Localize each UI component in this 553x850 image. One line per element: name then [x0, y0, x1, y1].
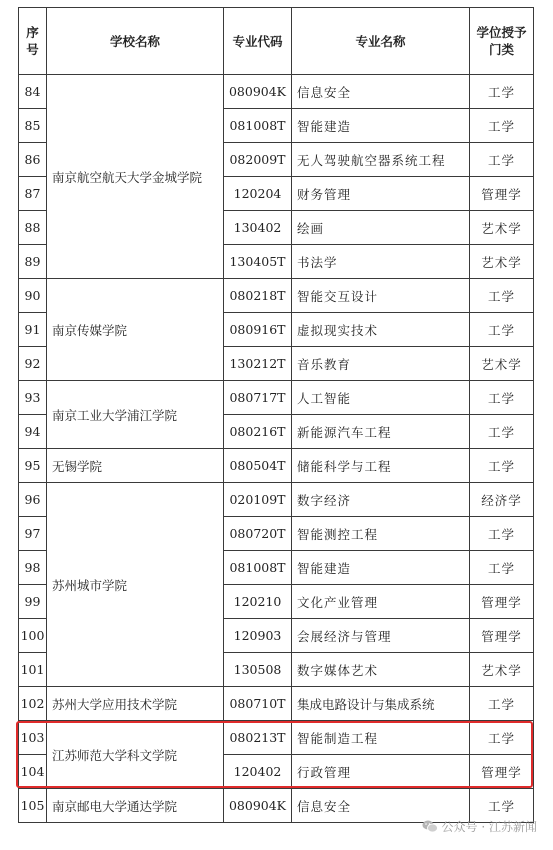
- major-cell: 智能建造: [292, 109, 470, 143]
- code-cell: 080717T: [224, 381, 292, 415]
- majors-table-container: [18, 7, 534, 823]
- majors-table: [18, 7, 534, 823]
- seq-cell: 105: [19, 789, 47, 823]
- seq-cell: 102: [19, 687, 47, 721]
- school-cell: 南京传媒学院: [47, 279, 224, 381]
- code-cell: 080904K: [224, 75, 292, 109]
- seq-cell: 96: [19, 483, 47, 517]
- degree-cell: 工学: [470, 143, 534, 177]
- major-cell: 智能制造工程: [292, 721, 470, 755]
- code-cell: 082009T: [224, 143, 292, 177]
- seq-cell: 98: [19, 551, 47, 585]
- major-cell: 信息安全: [292, 789, 470, 823]
- major-cell: 数字媒体艺术: [292, 653, 470, 687]
- degree-cell: 工学: [470, 75, 534, 109]
- seq-cell: 103: [19, 721, 47, 755]
- header-major: 专业名称: [292, 8, 470, 75]
- major-cell: 财务管理: [292, 177, 470, 211]
- code-cell: 130212T: [224, 347, 292, 381]
- wechat-icon: [422, 820, 438, 833]
- seq-cell: 94: [19, 415, 47, 449]
- code-cell: 130402: [224, 211, 292, 245]
- degree-cell: 管理学: [470, 177, 534, 211]
- degree-cell: 工学: [470, 551, 534, 585]
- header-degree: 学位授予门类: [470, 8, 534, 75]
- table-row: [19, 449, 534, 483]
- table-row: [19, 75, 534, 109]
- degree-cell: 管理学: [470, 755, 534, 789]
- major-cell: 集成电路设计与集成系统: [292, 687, 470, 721]
- table-row: [19, 381, 534, 415]
- school-cell: 江苏师范大学科文学院: [47, 721, 224, 789]
- seq-cell: 97: [19, 517, 47, 551]
- degree-cell: 经济学: [470, 483, 534, 517]
- table-row: [19, 279, 534, 313]
- degree-cell: 工学: [470, 687, 534, 721]
- code-cell: 081008T: [224, 109, 292, 143]
- degree-cell: 工学: [470, 109, 534, 143]
- degree-cell: 艺术学: [470, 245, 534, 279]
- code-cell: 120903: [224, 619, 292, 653]
- code-cell: 120204: [224, 177, 292, 211]
- degree-cell: 工学: [470, 449, 534, 483]
- degree-cell: 管理学: [470, 585, 534, 619]
- major-cell: 行政管理: [292, 755, 470, 789]
- seq-cell: 93: [19, 381, 47, 415]
- major-cell: 数字经济: [292, 483, 470, 517]
- major-cell: 无人驾驶航空器系统工程: [292, 143, 470, 177]
- degree-cell: 工学: [470, 313, 534, 347]
- seq-cell: 104: [19, 755, 47, 789]
- major-cell: 智能交互设计: [292, 279, 470, 313]
- degree-cell: 艺术学: [470, 347, 534, 381]
- degree-cell: 艺术学: [470, 653, 534, 687]
- degree-cell: 管理学: [470, 619, 534, 653]
- code-cell: 020109T: [224, 483, 292, 517]
- degree-cell: 工学: [470, 721, 534, 755]
- degree-cell: 工学: [470, 279, 534, 313]
- table-header-row: [19, 8, 534, 75]
- code-cell: 080218T: [224, 279, 292, 313]
- watermark-text: 公众号 · 江苏新闻: [441, 820, 537, 834]
- table-row: [19, 483, 534, 517]
- major-cell: 智能测控工程: [292, 517, 470, 551]
- major-cell: 文化产业管理: [292, 585, 470, 619]
- school-cell: 南京航空航天大学金城学院: [47, 75, 224, 279]
- seq-cell: 100: [19, 619, 47, 653]
- major-cell: 人工智能: [292, 381, 470, 415]
- degree-cell: 工学: [470, 415, 534, 449]
- table-row: [19, 721, 534, 755]
- major-cell: 绘画: [292, 211, 470, 245]
- code-cell: 130508: [224, 653, 292, 687]
- header-school: 学校名称: [47, 8, 224, 75]
- seq-cell: 89: [19, 245, 47, 279]
- seq-cell: 85: [19, 109, 47, 143]
- header-seq: 序号: [19, 8, 47, 75]
- code-cell: 120210: [224, 585, 292, 619]
- code-cell: 080710T: [224, 687, 292, 721]
- school-cell: 无锡学院: [47, 449, 224, 483]
- major-cell: 虚拟现实技术: [292, 313, 470, 347]
- table-row: [19, 687, 534, 721]
- degree-cell: 工学: [470, 381, 534, 415]
- seq-cell: 90: [19, 279, 47, 313]
- code-cell: 130405T: [224, 245, 292, 279]
- seq-cell: 87: [19, 177, 47, 211]
- seq-cell: 84: [19, 75, 47, 109]
- seq-cell: 101: [19, 653, 47, 687]
- code-cell: 080720T: [224, 517, 292, 551]
- school-cell: 南京邮电大学通达学院: [47, 789, 224, 823]
- seq-cell: 88: [19, 211, 47, 245]
- code-cell: 080916T: [224, 313, 292, 347]
- watermark: [422, 818, 537, 835]
- major-cell: 信息安全: [292, 75, 470, 109]
- seq-cell: 95: [19, 449, 47, 483]
- code-cell: 080904K: [224, 789, 292, 823]
- degree-cell: 工学: [470, 517, 534, 551]
- code-cell: 081008T: [224, 551, 292, 585]
- degree-cell: 艺术学: [470, 211, 534, 245]
- major-cell: 智能建造: [292, 551, 470, 585]
- degree-cell: 工学: [470, 789, 534, 823]
- seq-cell: 86: [19, 143, 47, 177]
- seq-cell: 92: [19, 347, 47, 381]
- school-cell: 南京工业大学浦江学院: [47, 381, 224, 449]
- major-cell: 会展经济与管理: [292, 619, 470, 653]
- school-cell: 苏州城市学院: [47, 483, 224, 687]
- school-cell: 苏州大学应用技术学院: [47, 687, 224, 721]
- seq-cell: 99: [19, 585, 47, 619]
- major-cell: 音乐教育: [292, 347, 470, 381]
- major-cell: 新能源汽车工程: [292, 415, 470, 449]
- code-cell: 080504T: [224, 449, 292, 483]
- header-code: 专业代码: [224, 8, 292, 75]
- major-cell: 书法学: [292, 245, 470, 279]
- code-cell: 120402: [224, 755, 292, 789]
- code-cell: 080216T: [224, 415, 292, 449]
- major-cell: 储能科学与工程: [292, 449, 470, 483]
- code-cell: 080213T: [224, 721, 292, 755]
- seq-cell: 91: [19, 313, 47, 347]
